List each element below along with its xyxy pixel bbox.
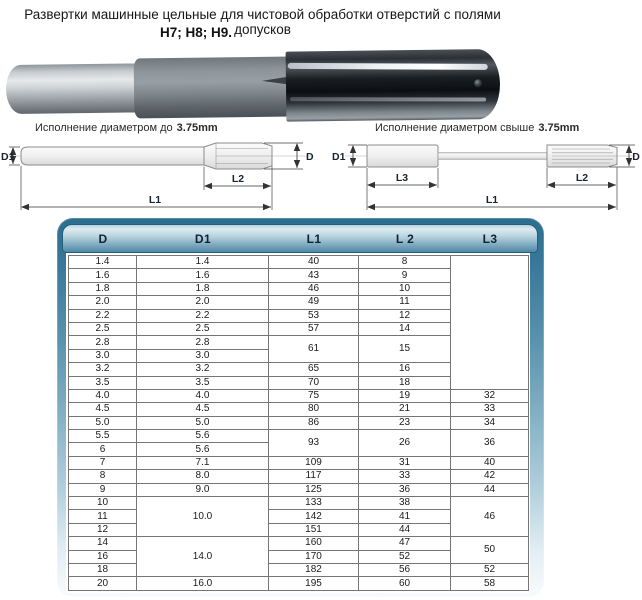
table-cell: 46 bbox=[269, 282, 359, 295]
reamer-cutting-part bbox=[286, 49, 501, 122]
table-cell: 142 bbox=[269, 510, 359, 523]
dim-label-d: D bbox=[632, 150, 640, 163]
table-cell: 18 bbox=[359, 376, 451, 389]
table-cell: 36 bbox=[451, 430, 529, 457]
table-cell: 53 bbox=[269, 309, 359, 322]
table-cell: 1.8 bbox=[69, 282, 137, 295]
table-cell: 10 bbox=[359, 282, 451, 295]
table-cell: 34 bbox=[451, 416, 529, 429]
table-cell: 7 bbox=[69, 456, 137, 469]
table-cell: 4.5 bbox=[137, 403, 269, 416]
table-cell: 19 bbox=[359, 389, 451, 402]
table-cell: 80 bbox=[269, 403, 359, 416]
caption-right-value: 3.75mm bbox=[538, 122, 580, 134]
dim-label-l2: L2 bbox=[575, 172, 589, 184]
table-cell: 195 bbox=[269, 577, 359, 590]
table-cell: 7.1 bbox=[137, 456, 269, 469]
table-cell: 33 bbox=[451, 403, 529, 416]
table-cell: 52 bbox=[451, 563, 529, 576]
reamer-highlight bbox=[288, 63, 488, 70]
table-cell: 23 bbox=[359, 416, 451, 429]
page-title-tolerances: H7; H8; H9. bbox=[159, 25, 232, 40]
neck-outline bbox=[438, 153, 547, 159]
table-cell: 8.0 bbox=[137, 470, 269, 483]
header-cell-d: D bbox=[98, 231, 108, 246]
table-cell: 40 bbox=[269, 256, 359, 269]
table-cell: 14 bbox=[359, 322, 451, 335]
table-row bbox=[69, 577, 529, 590]
table-cell: 2.2 bbox=[69, 309, 137, 322]
table-cell: 14.0 bbox=[137, 537, 269, 577]
table-cell: 86 bbox=[269, 416, 359, 429]
table-cell: 61 bbox=[269, 336, 359, 363]
dim-label-l3: L3 bbox=[395, 172, 409, 184]
table-cell: 43 bbox=[269, 269, 359, 282]
table-cell: 5.0 bbox=[69, 416, 137, 429]
diagram-large-diameter bbox=[320, 138, 642, 218]
table-cell: 151 bbox=[269, 523, 359, 536]
dim-label-l2: L2 bbox=[231, 173, 245, 185]
dimension-table-body bbox=[69, 256, 529, 591]
table-cell: 52 bbox=[359, 550, 451, 563]
caption-large-diameter bbox=[375, 122, 579, 134]
table-cell: 1.4 bbox=[69, 256, 137, 269]
shank-outline bbox=[21, 147, 204, 165]
table-row bbox=[69, 537, 529, 550]
dim-label-d1: D1 bbox=[332, 150, 346, 163]
table-cell: 58 bbox=[451, 577, 529, 590]
table-cell: 5.6 bbox=[137, 443, 269, 456]
table-cell: 56 bbox=[359, 563, 451, 576]
table-cell: 4.5 bbox=[69, 403, 137, 416]
table-cell bbox=[451, 256, 529, 390]
table-cell: 133 bbox=[269, 497, 359, 510]
table-cell: 9 bbox=[359, 269, 451, 282]
caption-left-value: 3.75mm bbox=[176, 122, 218, 134]
table-cell: 1.6 bbox=[69, 269, 137, 282]
table-cell: 15 bbox=[359, 336, 451, 363]
reamer-shank bbox=[6, 63, 137, 114]
table-cell: 3.5 bbox=[137, 376, 269, 389]
table-cell: 44 bbox=[359, 523, 451, 536]
table-cell: 170 bbox=[269, 550, 359, 563]
table-cell: 57 bbox=[269, 322, 359, 335]
table-cell: 12 bbox=[69, 523, 137, 536]
table-cell: 2.5 bbox=[137, 322, 269, 335]
header-cell-l3: L3 bbox=[482, 231, 498, 246]
table-row bbox=[69, 470, 529, 483]
table-cell: 5.6 bbox=[137, 430, 269, 443]
table-cell: 160 bbox=[269, 537, 359, 550]
table-row bbox=[69, 403, 529, 416]
table-cell: 10.0 bbox=[137, 497, 269, 537]
table-cell: 20 bbox=[69, 577, 137, 590]
table-cell: 44 bbox=[451, 483, 529, 496]
table-cell: 11 bbox=[359, 296, 451, 309]
table-cell: 38 bbox=[359, 497, 451, 510]
table-cell: 40 bbox=[451, 456, 529, 469]
table-cell: 70 bbox=[269, 376, 359, 389]
caption-left-text: Исполнение диаметром до bbox=[35, 122, 173, 134]
table-cell: 2.2 bbox=[137, 309, 269, 322]
table-cell: 1.8 bbox=[137, 282, 269, 295]
caption-right-text: Исполнение диаметром свыше bbox=[375, 122, 535, 134]
table-cell: 42 bbox=[451, 470, 529, 483]
diagram-small-diameter bbox=[0, 138, 320, 218]
dim-label-l1: L1 bbox=[485, 194, 499, 206]
table-cell: 1.6 bbox=[137, 269, 269, 282]
reamer-body bbox=[134, 57, 291, 119]
reamer-lower-sheen bbox=[290, 97, 486, 101]
table-cell: 109 bbox=[269, 456, 359, 469]
table-row bbox=[69, 389, 529, 402]
table-cell: 16 bbox=[359, 363, 451, 376]
table-cell: 33 bbox=[359, 470, 451, 483]
dimension-table bbox=[68, 255, 529, 591]
table-row bbox=[69, 416, 529, 429]
header-cell-l1: L1 bbox=[306, 231, 322, 246]
table-cell: 47 bbox=[359, 537, 451, 550]
caption-small-diameter bbox=[35, 122, 218, 134]
table-cell: 3.0 bbox=[137, 349, 269, 362]
table-cell: 3.5 bbox=[69, 376, 137, 389]
table-cell: 9 bbox=[69, 483, 137, 496]
table-cell: 21 bbox=[359, 403, 451, 416]
table-cell: 12 bbox=[359, 309, 451, 322]
table-cell: 60 bbox=[359, 577, 451, 590]
table-cell: 2.0 bbox=[137, 296, 269, 309]
table-cell: 32 bbox=[451, 389, 529, 402]
table-cell: 2.8 bbox=[137, 336, 269, 349]
table-cell: 50 bbox=[451, 537, 529, 564]
dim-label-d1: D1 bbox=[1, 150, 15, 163]
table-cell: 10 bbox=[69, 497, 137, 510]
reamer-photo bbox=[6, 49, 501, 125]
table-cell: 16 bbox=[69, 550, 137, 563]
table-cell: 2.8 bbox=[69, 336, 137, 349]
table-cell: 5.5 bbox=[69, 430, 137, 443]
table-cell: 14 bbox=[69, 537, 137, 550]
table-cell: 4.0 bbox=[69, 389, 137, 402]
table-cell: 18 bbox=[69, 563, 137, 576]
table-cell: 9.0 bbox=[137, 483, 269, 496]
table-cell: 31 bbox=[359, 456, 451, 469]
table-cell: 117 bbox=[269, 470, 359, 483]
table-cell: 6 bbox=[69, 443, 137, 456]
table-cell: 26 bbox=[359, 430, 451, 457]
reamer-center-hole bbox=[474, 79, 482, 87]
table-cell: 75 bbox=[269, 389, 359, 402]
table-cell: 8 bbox=[359, 256, 451, 269]
table-cell: 3.2 bbox=[69, 363, 137, 376]
table-row bbox=[69, 483, 529, 496]
table-cell: 8 bbox=[69, 470, 137, 483]
table-row bbox=[69, 456, 529, 469]
table-cell: 46 bbox=[451, 497, 529, 537]
header-cell-l2: L 2 bbox=[395, 231, 415, 246]
header-cell-d1: D1 bbox=[194, 231, 212, 246]
table-cell: 65 bbox=[269, 363, 359, 376]
table-row bbox=[69, 430, 529, 443]
table-cell: 93 bbox=[269, 430, 359, 457]
table-cell: 182 bbox=[269, 563, 359, 576]
table-cell: 125 bbox=[269, 483, 359, 496]
shank-outline bbox=[367, 145, 438, 167]
table-cell: 3.0 bbox=[69, 349, 137, 362]
table-row bbox=[69, 497, 529, 510]
table-cell: 3.2 bbox=[137, 363, 269, 376]
table-cell: 16.0 bbox=[137, 577, 269, 590]
table-cell: 1.4 bbox=[137, 256, 269, 269]
table-cell: 11 bbox=[69, 510, 137, 523]
table-cell: 49 bbox=[269, 296, 359, 309]
table-cell: 2.5 bbox=[69, 322, 137, 335]
table-cell: 5.0 bbox=[137, 416, 269, 429]
dim-label-l1: L1 bbox=[148, 194, 162, 206]
table-cell: 41 bbox=[359, 510, 451, 523]
table-cell: 4.0 bbox=[137, 389, 269, 402]
page-title: Развертки машинные цельные для чистовой обработки отверстий с полями допусков bbox=[24, 7, 501, 37]
table-header-row bbox=[62, 224, 538, 253]
table-cell: 2.0 bbox=[69, 296, 137, 309]
table-row bbox=[69, 256, 529, 269]
table-cell: 36 bbox=[359, 483, 451, 496]
dim-label-d: D bbox=[306, 150, 314, 163]
